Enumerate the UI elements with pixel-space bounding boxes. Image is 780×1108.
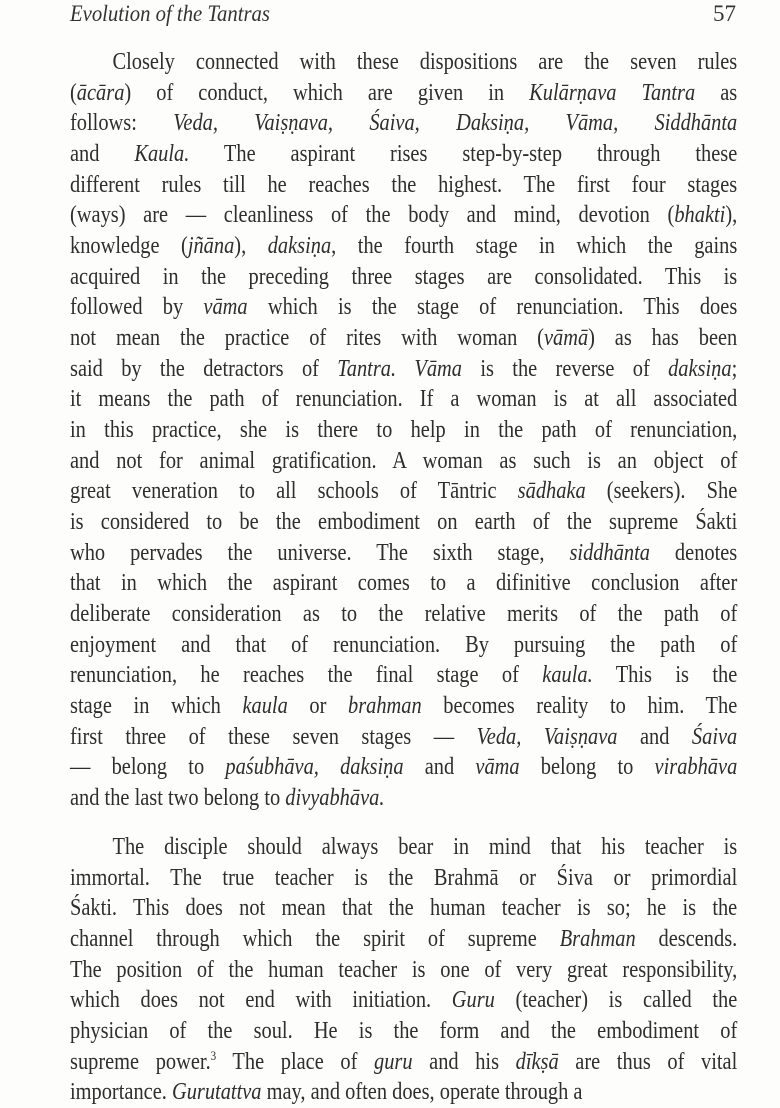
text-run: and: [70, 141, 135, 167]
italic-term: Brahman: [559, 926, 636, 952]
text-run: that in which the aspirant comes to a difinitive conclusion after: [70, 570, 738, 597]
text-line: [70, 832, 737, 863]
italic-term: vāma: [203, 294, 248, 321]
text-line: [70, 292, 737, 323]
text-run: channel through which the spirit of supreme: [70, 926, 560, 952]
text-run: , the fourth stage in which the gains: [331, 233, 738, 260]
text-line: [70, 599, 737, 630]
text-run: Śakti. This does not mean that the human teacher is so; he is the: [70, 895, 738, 922]
text-line: [70, 384, 737, 415]
text-line: [70, 660, 737, 691]
footnote-marker: 3: [210, 1047, 217, 1063]
text-run: immortal. The true teacher is the Brahmā or Śiva or primordial: [70, 864, 738, 891]
text-line: [70, 1047, 737, 1078]
text-run: in this practice, she is there to help in the path of renunciation,: [70, 417, 738, 444]
text-run: — belong to: [70, 754, 226, 781]
italic-term: vāmā: [543, 325, 589, 352]
text-run: (ways) are — cleanliness of the body and mind, devotion (: [70, 202, 675, 229]
text-run: who pervades the universe. The sixth stage,: [70, 539, 570, 566]
text-run: and: [403, 754, 476, 781]
text-run: ),: [234, 233, 268, 260]
text-run: not mean the practice of rites with woman (: [70, 325, 544, 352]
text-line: [70, 170, 737, 201]
text-run: ) as has been: [588, 325, 738, 352]
italic-term: daksiṇa: [668, 355, 732, 382]
text-run: is considered to be the embodiment on earth of the supreme Śakti: [70, 509, 738, 536]
text-run: which does not end with initiation.: [70, 987, 452, 1014]
italic-term: Gurutattva: [171, 1079, 262, 1106]
text-run: different rules till he reaches the highest. The first four stages: [70, 171, 738, 198]
text-line: [70, 722, 737, 753]
text-line: [70, 955, 737, 986]
italic-term: kaula: [242, 693, 288, 720]
text-run: said by the detractors of: [70, 355, 338, 382]
text-line: [70, 323, 737, 354]
text-run: (: [70, 79, 77, 106]
italic-term: Tantra. Vāma: [337, 355, 462, 382]
text-line: [70, 863, 737, 894]
text-run: denotes: [649, 539, 738, 566]
text-run: Closely connected with these dispositions are the seven rules: [112, 49, 738, 75]
italic-term: virabhāva: [654, 754, 738, 781]
text-run: The disciple should always bear in mind that his teacher is: [112, 834, 738, 860]
text-run: becomes reality to him. The: [421, 693, 738, 720]
italic-term: ācāra: [76, 79, 125, 106]
text-line: [70, 476, 737, 507]
text-run: it means the path of renunciation. If a woman is at all associated: [70, 386, 738, 413]
text-run: stage in which: [70, 693, 243, 720]
text-run: is the reverse of: [461, 355, 669, 382]
text-run: deliberate consideration as to the relative merits of the path of: [70, 601, 738, 628]
text-run: and: [617, 723, 692, 750]
text-line: [70, 507, 737, 538]
text-run: ;: [731, 355, 738, 382]
italic-term: Veda, Vaiṣṇava: [476, 723, 618, 750]
text-run: are thus of vital: [558, 1048, 738, 1075]
text-run: may, and often does, operate through a: [261, 1079, 583, 1106]
italic-term: daksiṇa: [267, 233, 332, 260]
italic-term: jñāna: [187, 233, 235, 260]
text-run: follows:: [70, 110, 174, 137]
text-run: first three of these seven stages —: [70, 723, 477, 750]
text-line: [70, 78, 737, 109]
text-line: [70, 139, 737, 170]
text-run: supreme power.: [70, 1048, 211, 1075]
text-run: followed by: [70, 294, 204, 321]
text-run: acquired in the preceding three stages are consolidated. This is: [70, 263, 738, 290]
text-run: The aspirant rises step-by-step through these: [189, 141, 738, 167]
text-line: [70, 354, 737, 385]
text-line: [70, 1077, 737, 1108]
text-line: [70, 200, 737, 231]
text-run: great veneration to all schools of Tāntric: [70, 478, 518, 505]
text-run: ) of conduct, which are given in: [124, 79, 530, 106]
italic-term: Veda, Vaiṣṇava, Śaiva, Daksiṇa, Vāma, Siddhānta: [173, 110, 738, 137]
text-run: ),: [725, 202, 738, 229]
text-line: [70, 568, 737, 599]
text-line: [70, 691, 737, 722]
text-run: descends.: [635, 926, 738, 952]
text-line: [70, 108, 737, 139]
italic-term: kaula.: [542, 662, 593, 689]
text-run: which is the stage of renunciation. This does: [247, 294, 738, 321]
text-run: This is the: [592, 662, 738, 689]
italic-term: divyabhāva.: [285, 785, 385, 812]
italic-term: siddhānta: [569, 539, 650, 566]
text-run: belong to: [519, 754, 655, 781]
text-line: [70, 630, 737, 661]
italic-term: Kaula.: [134, 141, 190, 167]
italic-term: brahman: [348, 693, 422, 720]
text-line: [70, 924, 737, 955]
italic-term: bhakti: [674, 202, 726, 229]
text-run: (seekers). She: [585, 478, 738, 505]
text-line: [70, 262, 737, 293]
text-run: or: [287, 693, 349, 720]
italic-term: Śaiva: [691, 723, 738, 750]
text-run: and not for animal gratification. A woman as such is an object of: [70, 447, 738, 474]
text-line: [70, 415, 737, 446]
text-run: knowledge (: [70, 233, 188, 260]
text-run: The position of the human teacher is one of very great responsibility,: [70, 956, 738, 983]
text-run: The place of: [216, 1048, 374, 1075]
text-line: [70, 985, 737, 1016]
running-head-title: Evolution of the Tantras: [70, 1, 270, 26]
italic-term: guru: [373, 1048, 413, 1075]
text-run: and his: [412, 1048, 516, 1075]
text-line: [70, 47, 737, 78]
text-line: [70, 783, 737, 814]
italic-term: Kulārṇava Tantra: [529, 79, 696, 106]
text-line: [70, 538, 737, 569]
text-line: [70, 752, 737, 783]
italic-term: Guru: [451, 987, 495, 1014]
text-run: renunciation, he reaches the final stage of: [70, 662, 543, 689]
text-line: [70, 446, 737, 477]
text-run: (teacher) is called the: [494, 987, 738, 1014]
text-run: importance.: [70, 1079, 172, 1106]
page-number: 57: [713, 1, 736, 26]
text-run: as: [695, 79, 738, 106]
text-line: [70, 893, 737, 924]
italic-term: dīkṣā: [515, 1048, 559, 1075]
italic-term: sādhaka: [517, 478, 586, 505]
text-run: enjoyment and that of renunciation. By pursuing the path of: [70, 631, 738, 658]
text-line: [70, 1016, 737, 1047]
text-line: [70, 231, 737, 262]
text-run: physician of the soul. He is the form and the embodiment of: [70, 1018, 738, 1045]
text-run: and the last two belong to: [70, 785, 286, 812]
italic-term: vāma: [475, 754, 520, 781]
italic-term: paśubhāva, daksiṇa: [225, 754, 404, 781]
